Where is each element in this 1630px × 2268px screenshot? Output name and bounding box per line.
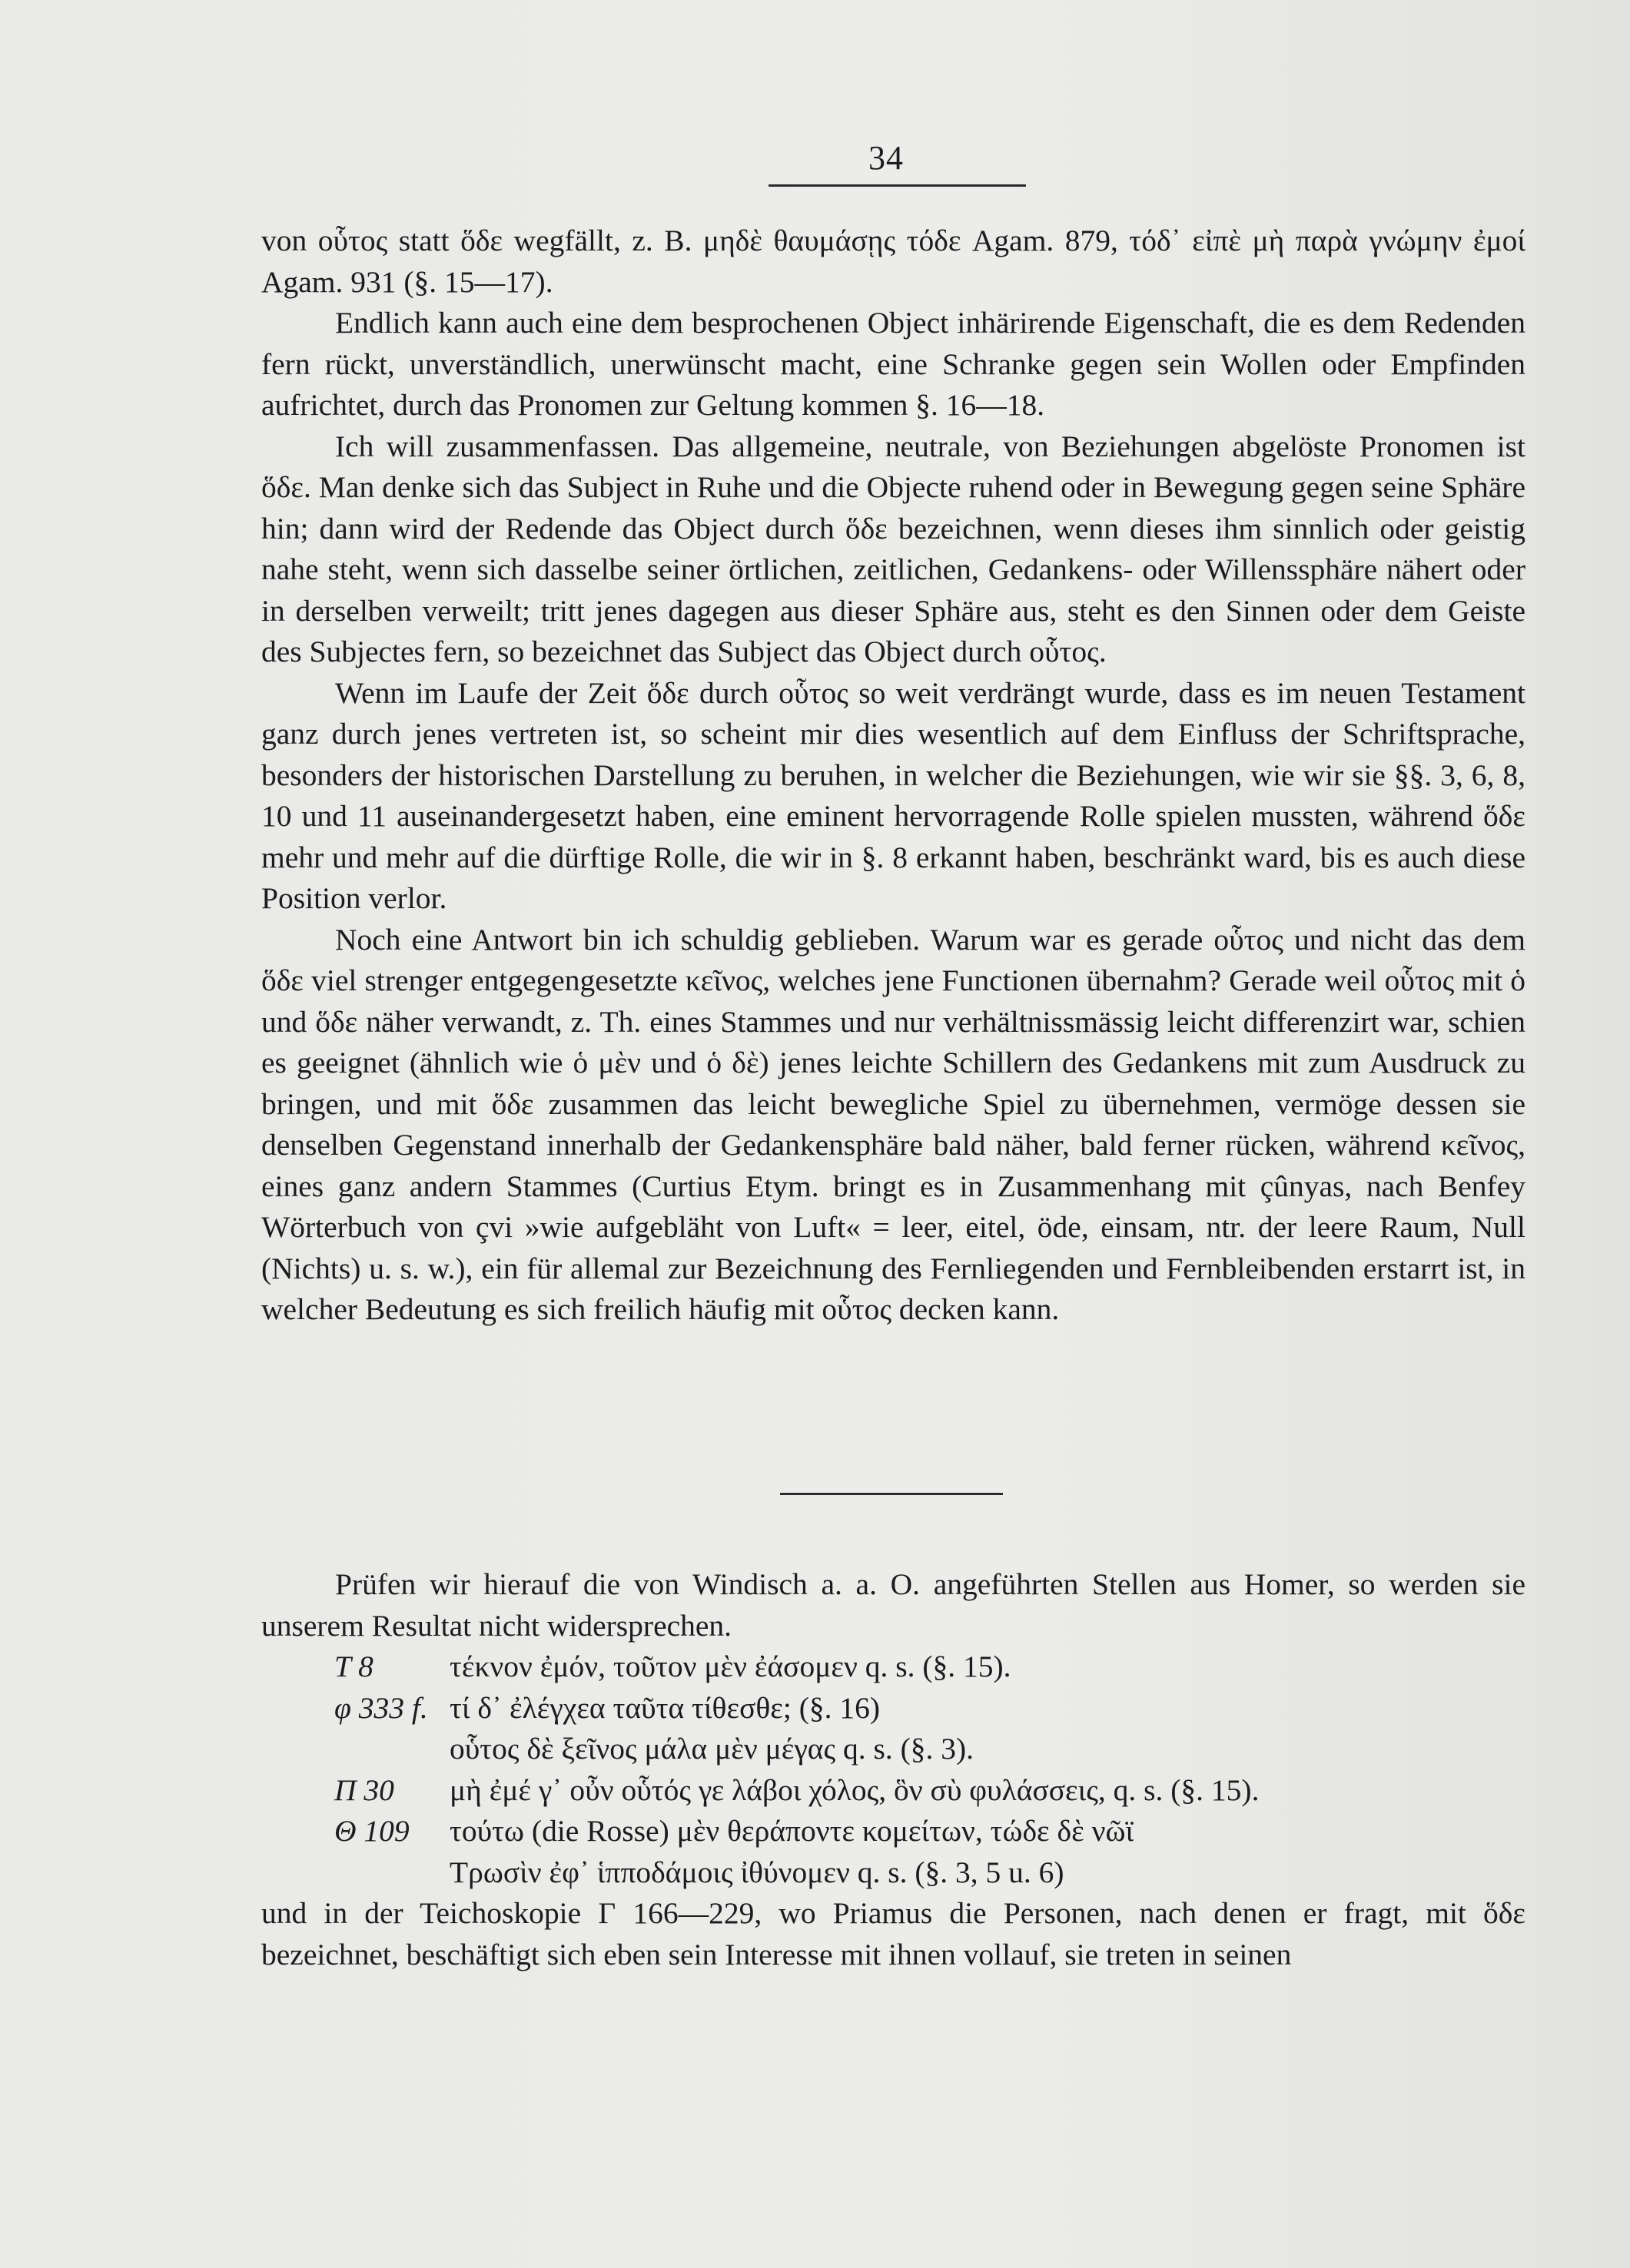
citation-line bbox=[261, 1811, 1525, 1852]
citation-ref bbox=[261, 1729, 450, 1770]
section-divider bbox=[780, 1493, 1003, 1495]
homer-section bbox=[261, 1564, 1525, 1975]
closing-paragraph: und in der Teichoskopie Γ 166—229, wo Priamus die Personen, nach denen er fragt, mit ὅδε bezeichnet, beschäftigt sich eben sein Interesse mit ihnen vollauf, sie treten in seinen bbox=[261, 1896, 1525, 1971]
homer-intro: Prüfen wir hierauf die von Windisch a. a. O. angeführten Stellen aus Homer, so werden sie unserem Resultat nicht widersprechen. bbox=[261, 1567, 1525, 1643]
citation-ref: Τ 8 bbox=[334, 1650, 373, 1683]
citation-ref bbox=[261, 1852, 450, 1894]
citation-line bbox=[261, 1852, 1525, 1894]
paragraph-continuation: von οὗτος statt ὅδε wegfällt, z. B. μηδὲ θαυμάσῃς τόδε Agam. 879, τόδ᾽ εἰπὲ μὴ παρὰ γνώμην ἐμοί Agam. 931 (§. 15—17). bbox=[261, 224, 1525, 299]
header-rule bbox=[769, 184, 1026, 187]
paragraph: Wenn im Laufe der Zeit ὅδε durch οὗτος so weit verdrängt wurde, dass es im neuen Testament ganz durch jenes vertreten ist, so scheint mir dies wesentlich auf dem Einfluss der Schriftsprache, besonders der historischen Darstellung zu beruhen, in welcher die Beziehungen, wie wir sie §§. 3, 6, 8, 10 und 11 auseinandergesetzt haben, eine eminent hervorragende Rolle spielen mussten, während ὅδε mehr und mehr auf die dürftige Rolle, die wir in §. 8 erkannt haben, beschränkt ward, bis es auch diese Position verlor. bbox=[261, 675, 1525, 915]
citation-text: τούτω (die Rosse) μὲν θεράποντε κομείτων, τώδε δὲ νῶϊ bbox=[450, 1814, 1134, 1848]
citation-text: μὴ ἐμέ γ᾽ οὖν οὗτός γε λάβοι χόλος, ὃν σὺ φυλάσσεις, q. s. (§. 15). bbox=[450, 1772, 1260, 1807]
paragraph: Ich will zusammenfassen. Das allgemeine, neutrale, von Beziehungen abgelöste Pronomen ist ὅδε. Man denke sich das Subject in Ruhe und die Objecte ruhend oder in Bewegung gegen seine Sphäre hin; dann wird der Redende das Object durch ὅδε bezeichnen, wenn dieses ihm sinnlich oder geistig nahe steht, wenn sich dasselbe seiner örtlichen, zeitlichen, Gedankens- oder Willenssphäre nähert oder in derselben verweilt; tritt jenes dagegen aus dieser Sphäre aus, steht es den Sinnen oder dem Geiste des Subjectes fern, so bezeichnet das Subject das Object durch οὗτος. bbox=[261, 429, 1525, 668]
citation-text: οὗτος δὲ ξεῖνος μάλα μὲν μέγας q. s. (§. 3). bbox=[450, 1732, 974, 1766]
page-number: 34 bbox=[868, 139, 904, 177]
citation-line bbox=[261, 1770, 1525, 1812]
citation-ref: φ 333 f. bbox=[334, 1690, 428, 1725]
citation-ref: Π 30 bbox=[334, 1772, 394, 1807]
paragraph: Endlich kann auch eine dem besprochenen Object inhärirende Eigenschaft, die es dem Redenden fern rückt, unverständlich, unerwünscht macht, eine Schranke gegen sein Wollen oder Empfinden aufrichtet, durch das Pronomen zur Geltung kommen §. 16—18. bbox=[261, 306, 1525, 422]
citation-text: Τρωσὶν ἐφ᾽ ἱπποδάμοις ἰθύνομεν q. s. (§. 3, 5 u. 6) bbox=[450, 1855, 1064, 1889]
citation-text: τί δ᾽ ἐλέγχεα ταῦτα τίθεσθε; (§. 16) bbox=[450, 1690, 881, 1725]
main-text bbox=[261, 220, 1525, 1331]
citation-line bbox=[261, 1729, 1525, 1770]
paragraph: Noch eine Antwort bin ich schuldig geblieben. Warum war es gerade οὗτος und nicht das dem ὅδε viel strenger entgegengesetzte κεῖνος, welches jene Functionen übernahm? Gerade weil οὗτος mit ὁ und ὅδε näher verwandt, z. Th. eines Stammes und nur verhältnissmässig leicht differenzirt war, schien es geeignet (ähnlich wie ὁ μὲν und ὁ δὲ) jenes leichte Schillern des Gedankens mit zum Ausdruck zu bringen, und mit ὅδε zusammen das leicht bewegliche Spiel zu übernehmen, vermöge dessen sie denselben Gegenstand innerhalb der Gedankensphäre bald näher, bald ferner rücken, während κεῖνος, eines ganz andern Stammes (Curtius Etym. bringt es in Zusammenhang mit çûnyas, nach Benfey Wörterbuch von çvi »wie aufgebläht von Luft« = leer, eitel, öde, einsam, ntr. der leere Raum, Null (Nichts) u. s. w.), ein für allemal zur Bezeichnung des Fernliegenden und Fernbleibenden erstarrt ist, in welcher Bedeutung es sich freilich häufig mit οὗτος decken kann. bbox=[261, 922, 1525, 1326]
citation-line bbox=[261, 1688, 1525, 1729]
citation-ref: Θ 109 bbox=[334, 1814, 410, 1848]
citation-line bbox=[261, 1646, 1525, 1688]
citation-text: τέκνον ἐμόν, τοῦτον μὲν ἐάσομεν q. s. (§. 15). bbox=[450, 1650, 1011, 1683]
